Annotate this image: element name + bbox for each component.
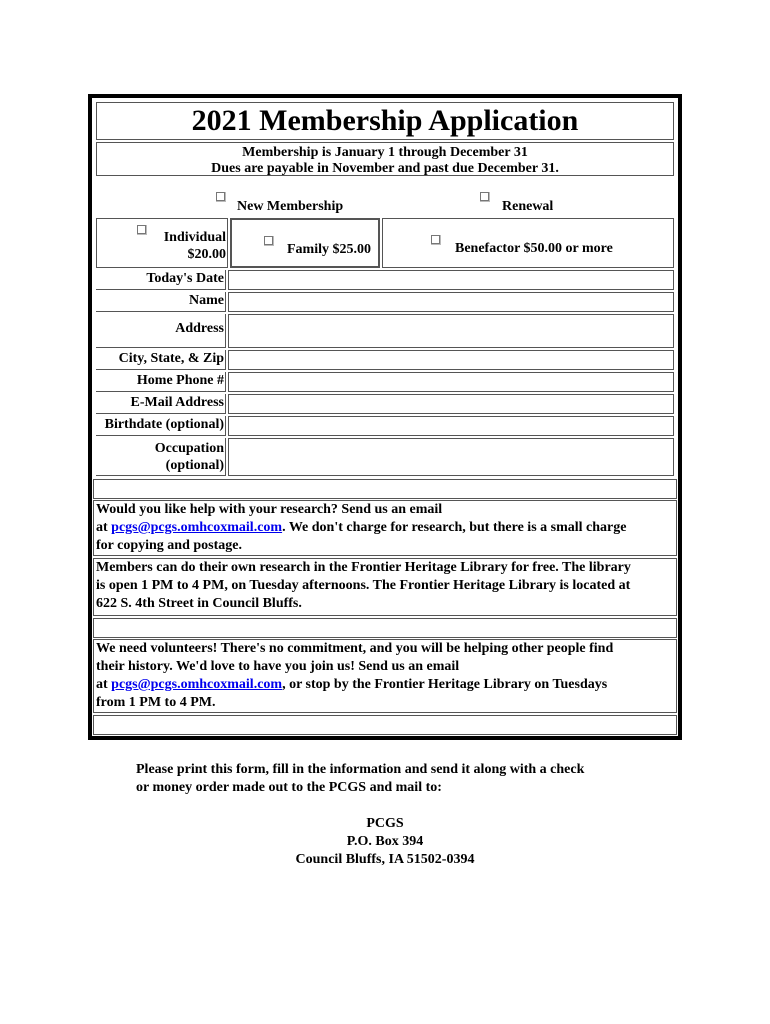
home-phone-field[interactable]: [228, 372, 674, 392]
volunteers-line-3: [96, 676, 676, 694]
form-subtitle: [96, 142, 674, 176]
research-paragraph: [93, 500, 677, 556]
name-label: Name: [96, 292, 226, 312]
renewal-label: Renewal: [502, 199, 554, 214]
email-address-label: E-Mail Address: [96, 394, 226, 414]
name-field[interactable]: [228, 292, 674, 312]
individual-label: [164, 229, 226, 263]
home-phone-label: Home Phone #: [96, 372, 226, 392]
city-state-zip-label: City, State, & Zip: [96, 350, 226, 370]
instructions-line-1: Please print this form, fill in the information and send it along with a check: [136, 762, 585, 777]
research-line-1: Would you like help with your research? Send us an email: [96, 502, 443, 517]
form-title: 2021 Membership Application: [96, 102, 674, 140]
family-label: Family $25.00: [287, 242, 371, 257]
renewal-checkbox[interactable]: [480, 192, 489, 201]
volunteers-line-4: from 1 PM to 4 PM.: [96, 695, 216, 710]
family-checkbox[interactable]: [264, 236, 273, 245]
mailing-address-line-1: PCGS: [366, 816, 404, 831]
family-cell: [230, 218, 380, 268]
research-email-link[interactable]: pcgs@pcgs.omhcoxmail.com: [111, 520, 283, 535]
todays-date-field[interactable]: [228, 270, 674, 290]
volunteers-paragraph: [93, 639, 677, 713]
library-paragraph: [93, 558, 677, 616]
volunteers-at: at: [96, 677, 112, 692]
spacer-row-1: [93, 479, 677, 499]
spacer-row-3: [93, 715, 677, 735]
birthdate-field[interactable]: [228, 416, 674, 436]
mailing-address: [0, 815, 770, 869]
occupation-label-line-1: Occupation: [154, 441, 224, 456]
library-line-2: is open 1 PM to 4 PM, on Tuesday afternoons. The Frontier Heritage Library is located at: [96, 578, 631, 593]
research-line-2: [96, 519, 676, 537]
address-field[interactable]: [228, 314, 674, 348]
subtitle-line-2: Dues are payable in November and past due December 31.: [211, 161, 559, 176]
volunteers-line-3-rest: , or stop by the Frontier Heritage Library on Tuesdays: [282, 677, 608, 692]
mailing-address-line-2: P.O. Box 394: [346, 834, 424, 849]
occupation-label: [96, 438, 226, 476]
address-label: Address: [96, 314, 226, 348]
benefactor-cell: [382, 218, 674, 268]
todays-date-label: Today's Date: [96, 270, 226, 290]
individual-label-line-1: Individual: [163, 230, 226, 245]
benefactor-label: Benefactor $50.00 or more: [455, 241, 613, 256]
library-line-1: Members can do their own research in the Frontier Heritage Library for free. The library: [96, 560, 631, 575]
birthdate-label: Birthdate (optional): [96, 416, 226, 436]
research-at: at: [96, 520, 112, 535]
subtitle-line-1: Membership is January 1 through December 31: [242, 145, 528, 160]
benefactor-checkbox[interactable]: [431, 235, 440, 244]
instructions: [136, 761, 584, 797]
new-membership-label: New Membership: [237, 199, 344, 214]
volunteers-line-1: We need volunteers! There's no commitment, and you will be helping other people find: [96, 641, 614, 656]
volunteers-line-2: their history. We'd love to have you join us! Send us an email: [96, 659, 460, 674]
spacer-row-2: [93, 618, 677, 638]
mailing-address-line-3: Council Bluffs, IA 51502-0394: [295, 852, 475, 867]
individual-checkbox[interactable]: [137, 225, 146, 234]
volunteers-email-link[interactable]: pcgs@pcgs.omhcoxmail.com: [111, 677, 283, 692]
new-membership-checkbox[interactable]: [216, 192, 225, 201]
occupation-field[interactable]: [228, 438, 674, 476]
research-line-2-rest: . We don't charge for research, but there is a small charge: [282, 520, 627, 535]
library-line-3: 622 S. 4th Street in Council Bluffs.: [96, 596, 302, 611]
individual-price: $20.00: [187, 247, 226, 262]
membership-form: [88, 94, 682, 740]
individual-cell: [96, 218, 228, 268]
city-state-zip-field[interactable]: [228, 350, 674, 370]
email-address-field[interactable]: [228, 394, 674, 414]
occupation-label-line-2: (optional): [165, 458, 224, 473]
instructions-line-2: or money order made out to the PCGS and mail to:: [136, 780, 442, 795]
research-line-3: for copying and postage.: [96, 538, 242, 553]
